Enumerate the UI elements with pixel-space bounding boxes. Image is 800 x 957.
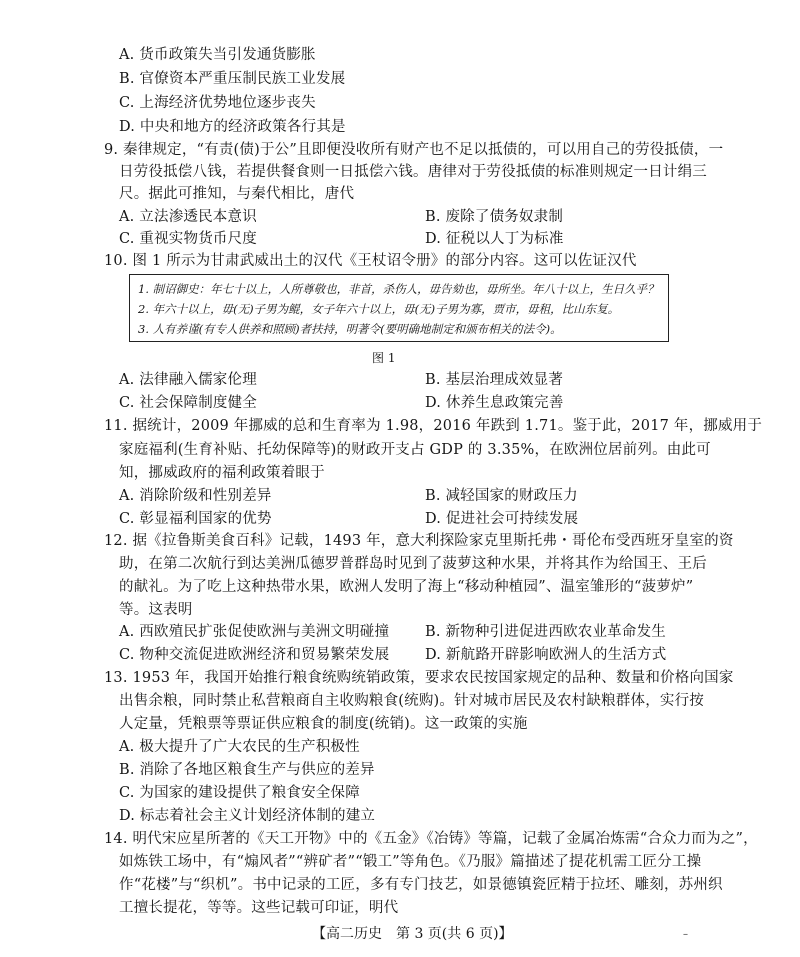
q9-stem-line-1: 9. 秦律规定，“有责(债)于公”且即便没收所有财产也不足以抵债的，可以用自己的劳役抵债，一 bbox=[104, 142, 724, 158]
q11-option-a: A. 消除阶级和性别差异 bbox=[119, 488, 272, 504]
figure-1-caption: 图 1 bbox=[372, 351, 396, 365]
q13-option-a: A. 极大提升了广大农民的生产积极性 bbox=[119, 739, 360, 755]
q14-stem-line-4: 工擅长提花，等等。这些记载可印证，明代 bbox=[119, 900, 399, 916]
q8-option-c: C. 上海经济优势地位逐步丧失 bbox=[119, 95, 316, 111]
q12-option-c: C. 物种交流促进欧洲经济和贸易繁荣发展 bbox=[119, 647, 390, 663]
q10-option-b: B. 基层治理成效显著 bbox=[425, 372, 564, 388]
page-footer: 【高二历史 第 3 页(共 6 页)】 bbox=[312, 926, 513, 942]
q12-stem-line-1: 12. 据《拉鲁斯美食百科》记载，1493 年，意大利探险家克里斯托弗・哥伦布受西班牙皇室的资 bbox=[104, 533, 734, 549]
q13-stem-line-1: 13. 1953 年，我国开始推行粮食统购统销政策，要求农民按国家规定的品种、数量和价格向国家 bbox=[104, 670, 734, 686]
q12-option-b: B. 新物种引进促进西欧农业革命发生 bbox=[425, 624, 666, 640]
q11-option-c: C. 彰显福利国家的优势 bbox=[119, 511, 272, 527]
q8-option-d: D. 中央和地方的经济政策各行其是 bbox=[119, 119, 346, 135]
q14-stem-line-1: 14. 明代宋应星所著的《天工开物》中的《五金》《冶铸》等篇，记载了金属冶炼需“合众力而为之”， bbox=[104, 831, 758, 847]
q9-option-d: D. 征税以人丁为标准 bbox=[425, 231, 564, 247]
q14-stem-line-2: 如炼铁工场中，有“煽风者”“辨矿者”“锻工”等角色。《乃服》篇描述了提花机需工匠分工操 bbox=[119, 854, 702, 870]
q14-stem-line-3: 作“花楼”与“织机”。书中记录的工匠，多有专门技艺，如景德镇瓷匠精于拉坯、雕刻，苏州织 bbox=[119, 877, 723, 893]
q8-option-b: B. 官僚资本严重压制民族工业发展 bbox=[119, 71, 346, 87]
figure-1-line-3: 3. 人有养谨(有专人供养和照顾)者扶持，明著令(要明确地制定和颁布相关的法令)。 bbox=[138, 322, 562, 336]
q12-option-a: A. 西欧殖民扩张促使欧洲与美洲文明碰撞 bbox=[119, 624, 390, 640]
figure-1-line-2: 2. 年六十以上，毋(无)子男为鲲，女子年六十以上，毋(无)子男为寡，贾市，毋租，比山东复。 bbox=[138, 302, 620, 316]
corner-mark: – bbox=[683, 929, 688, 940]
q12-stem-line-4: 等。这表明 bbox=[119, 602, 193, 618]
q11-stem-line-2: 家庭福利(生育补贴、托幼保障等)的财政开支占 GDP 的 3.35%，在欧洲位居前列。由此可 bbox=[119, 442, 711, 458]
q11-stem-line-3: 知，挪威政府的福利政策着眼于 bbox=[119, 465, 325, 481]
q13-stem-line-3: 人定量，凭粮票等票证供应粮食的制度(统销)。这一政策的实施 bbox=[119, 716, 528, 732]
q11-option-b: B. 减轻国家的财政压力 bbox=[425, 488, 578, 504]
q10-stem: 10. 图 1 所示为甘肃武威出土的汉代《王杖诏令册》的部分内容。这可以佐证汉代 bbox=[104, 253, 637, 269]
q12-stem-line-2: 助，在第二次航行到达美洲瓜德罗普群岛时见到了菠萝这种水果，并将其作为给国王、王后 bbox=[119, 556, 707, 572]
figure-1-line-1: 1. 制诏御史：年七十以上，人所尊敬也，非首，杀伤人，毋告劾也，毋所坐。年八十以上，生日久乎？ bbox=[138, 282, 659, 296]
q13-option-b: B. 消除了各地区粮食生产与供应的差异 bbox=[119, 762, 375, 778]
q9-option-b: B. 废除了债务奴隶制 bbox=[425, 209, 564, 225]
q12-stem-line-3: 的献礼。为了吃上这种热带水果，欧洲人发明了海上“移动种植园”、温室雏形的“菠萝炉” bbox=[119, 579, 694, 595]
q13-stem-line-2: 出售余粮，同时禁止私营粮商自主收购粮食(统购)。针对城市居民及农村缺粮群体，实行按 bbox=[119, 693, 705, 709]
q9-stem-line-3: 尺。据此可推知，与秦代相比，唐代 bbox=[119, 186, 355, 202]
q10-option-c: C. 社会保障制度健全 bbox=[119, 395, 257, 411]
q9-stem-line-2: 日劳役抵偿八钱，若提供餐食则一日抵偿六钱。唐律对于劳役抵债的标准则规定一日计绢三 bbox=[119, 164, 707, 180]
q9-option-a: A. 立法渗透民本意识 bbox=[119, 209, 257, 225]
q8-option-a: A. 货币政策失当引发通货膨胀 bbox=[119, 47, 316, 63]
q13-option-d: D. 标志着社会主义计划经济体制的建立 bbox=[119, 808, 376, 824]
q13-option-c: C. 为国家的建设提供了粮食安全保障 bbox=[119, 785, 360, 801]
q12-option-d: D. 新航路开辟影响欧洲人的生活方式 bbox=[425, 647, 667, 663]
q10-option-d: D. 休养生息政策完善 bbox=[425, 395, 564, 411]
q11-option-d: D. 促进社会可持续发展 bbox=[425, 511, 579, 527]
q10-option-a: A. 法律融入儒家伦理 bbox=[119, 372, 257, 388]
q9-option-c: C. 重视实物货币尺度 bbox=[119, 231, 257, 247]
q11-stem-line-1: 11. 据统计，2009 年挪威的总和生育率为 1.98，2016 年跌到 1.71。鉴于此，2017 年，挪威用于 bbox=[104, 418, 763, 434]
figure-1-box bbox=[129, 274, 669, 342]
